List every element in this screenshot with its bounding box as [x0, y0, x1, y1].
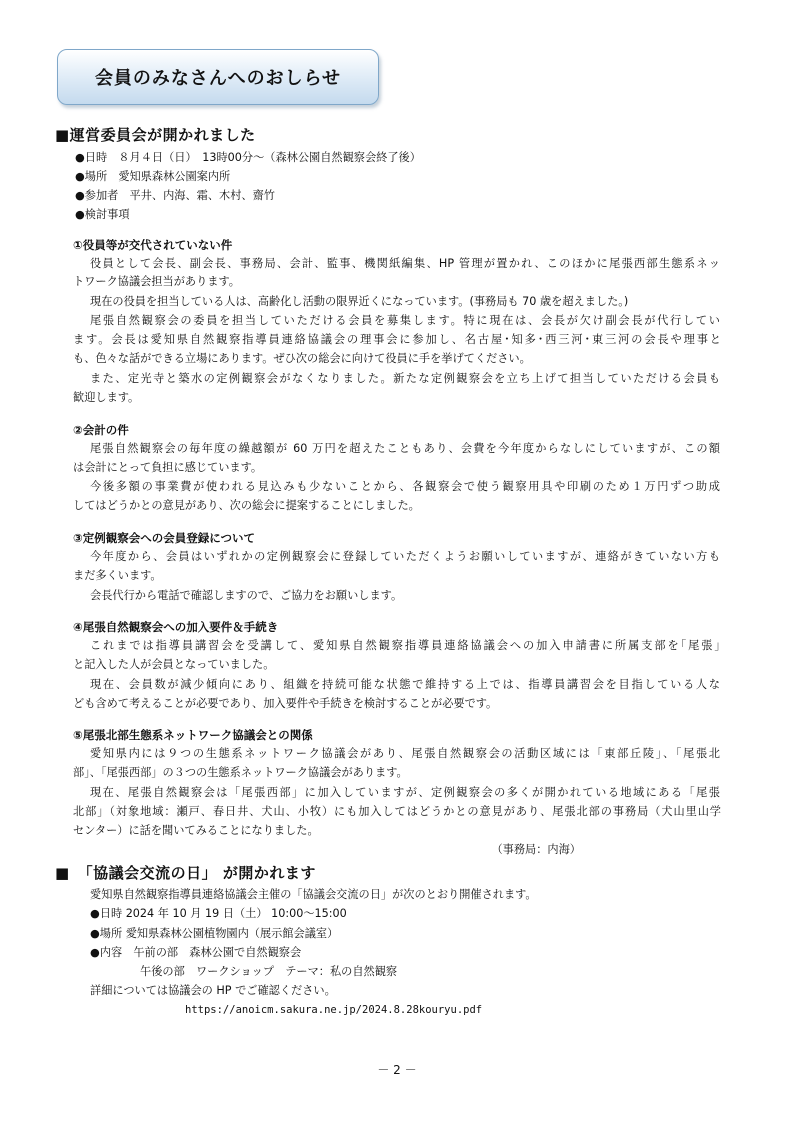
topic-line: 会長代行から電話で確認しますので、ご協力をお願いします。 — [90, 589, 403, 602]
exchange-intro: 愛知県自然観察指導員連絡協議会主催の「協議会交流の日」が次のとおり開催されます。 — [90, 888, 537, 901]
topic-line: 今後多額の事業費が使われる見込みも少ないことから、各観察会で使う観察用具や印刷のため１万円ずつ助成 — [90, 480, 720, 493]
topic-line: 愛知県内には９つの生態系ネットワーク協議会があり、尾張自然観察会の活動区域には「東部丘陵」、「尾張北 — [90, 747, 720, 760]
topic-line: トワーク協議会担当があります。 — [73, 275, 240, 288]
exchange-date: ●日時 2024 年 10 月 19 日（土） 10:00～15:00 — [90, 907, 347, 920]
section-heading-exchange-day: ■ 「協議会交流の日」 が開かれます — [55, 864, 316, 882]
exchange-url[interactable]: https://anoicm.sakura.ne.jp/2024.8.28kouryu.pdf — [185, 1004, 483, 1016]
topic-line: 役員として会長、副会長、事務局、会計、監事、機関紙編集、HP 管理が置かれ、このほかに尾張西部生態系ネッ — [90, 257, 720, 270]
topic-line: まだ多くいます。 — [73, 569, 162, 582]
notice-banner — [57, 49, 379, 105]
topic-title-membership: ④尾張自然観察会への加入要件＆手続き — [73, 620, 279, 634]
topic-line: と記入した人が会員となっていました。 — [73, 658, 275, 671]
banner-title: 会員のみなさんへのおしらせ — [94, 68, 342, 89]
topic-line: ます。会長は愛知県自然観察指導員連絡協議会の理事会に参加し、名古屋･知多･西三河･東三河の会長や理事と — [73, 333, 721, 346]
topic-line: 現在、尾張自然観察会は「尾張西部」に加入していますが、定例観察会の多くが開かれている地域にある「尾張 — [90, 786, 720, 799]
signature: （事務局：内海） — [491, 843, 581, 856]
topic-line: も、色々な話ができる立場にあります。ぜひ次の総会に向けて役員に手を挙げてください。 — [73, 352, 531, 365]
section-heading-meeting: ■運営委員会が開かれました — [55, 126, 256, 144]
topic-line: 尾張自然観察会の委員を担当していただける会員を募集します。特に現在は、会長が欠け副会長が代行してい — [90, 314, 720, 327]
topic-line: 歓迎します。 — [73, 391, 140, 404]
meeting-agenda: ●検討事項 — [75, 208, 130, 221]
topic-title-network: ⑤尾張北部生態系ネットワーク協議会との関係 — [73, 728, 313, 742]
topic-title-accounting: ②会計の件 — [73, 423, 129, 437]
meeting-place: ●場所 愛知県森林公園案内所 — [75, 170, 231, 183]
topic-line: は会計にとって負担に感じています。 — [73, 461, 263, 474]
exchange-details-note: 詳細については協議会の HP でご確認ください。 — [90, 984, 336, 997]
topic-line: 部」、「尾張西部」の３つの生態系ネットワーク協議会があります。 — [73, 766, 408, 779]
topic-line: 今年度から、会員はいずれかの定例観察会に登録していただくようお願いしていますが、連絡がきていない方も — [90, 550, 720, 563]
topic-line: 尾張自然観察会の毎年度の繰越額が 60 万円を超えたこともあり、会費を今年度からなしにしていますが、この額 — [90, 442, 720, 455]
meeting-attendees: ●参加者 平井、内海、霜、木村、齋竹 — [75, 189, 275, 202]
topic-title-registration: ③定例観察会への会員登録について — [73, 531, 256, 545]
topic-line: また、定光寺と築水の定例観察会がなくなりました。新たな定例観察会を立ち上げて担当していただける会員も — [90, 372, 720, 385]
topic-line: してはどうかとの意見があり、次の総会に提案することにしました。 — [73, 499, 420, 512]
exchange-content-afternoon: 午後の部 ワークショップ テーマ：私の自然観察 — [140, 965, 398, 978]
topic-line: 現在、会員数が減少傾向にあり、組織を持続可能な状態で維持する上では、指導員講習会を目指している人な — [90, 678, 720, 691]
topic-line: センター）に話を聞いてみることになりました。 — [73, 824, 319, 837]
meeting-date: ●日時 ８月４日（日） 13時00分～（森林公園自然観察会終了後） — [75, 151, 421, 164]
page-number: － 2 － — [377, 1063, 417, 1077]
topic-line: ども含めて考えることが必要であり、加入要件や手続きを検討することが必要です。 — [73, 697, 498, 710]
topic-title-officers: ①役員等が交代されていない件 — [73, 238, 233, 252]
topic-line: 北部」（対象地域：瀬戸、春日井、犬山、小牧）にも加入してはどうかとの意見があり、尾張北部の事務局（犬山里山学 — [73, 805, 721, 818]
exchange-content: ●内容 午前の部 森林公園で自然観察会 — [90, 946, 302, 959]
exchange-place: ●場所 愛知県森林公園植物園内（展示館会議室） — [90, 927, 339, 940]
topic-line: 現在の役員を担当している人は、高齢化し活動の限界近くになっています。(事務局も 70 歳を超えました。) — [90, 295, 629, 308]
topic-line: これまでは指導員講習会を受講して、愛知県自然観察指導員連絡協議会への加入申請書に所属支部を｢尾張｣ — [90, 639, 720, 652]
